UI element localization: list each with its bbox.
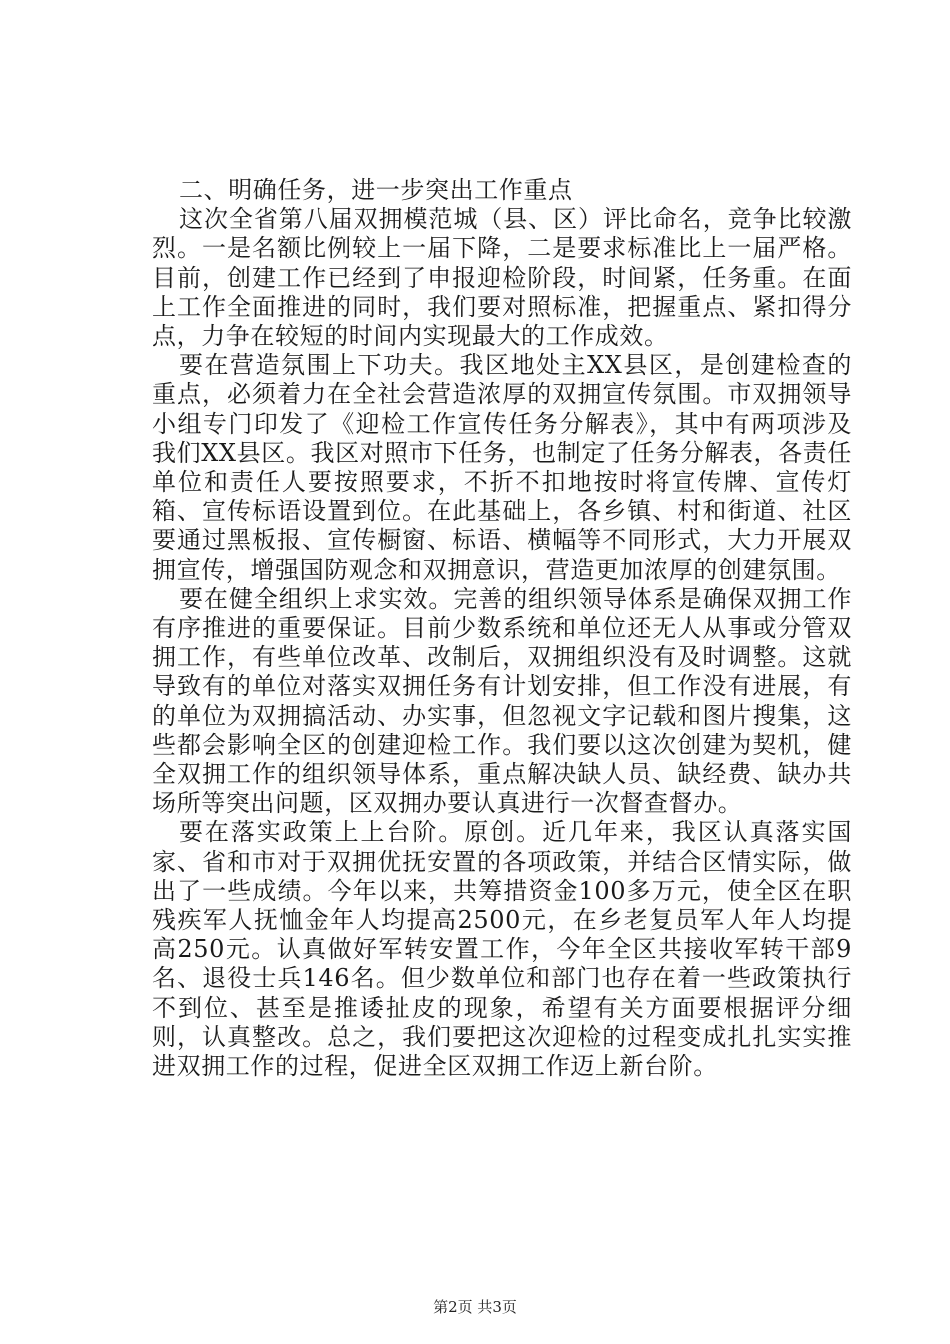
paragraph-competition: 这次全省第八届双拥模范城（县、区）评比命名，竞争比较激烈。一是名额比例较上一届下降，二是要求标准比上一届严格。目前，创建工作已经到了申报迎检阶段，时间紧，任务重。在面上工作全面推进的同时，我们要对照标准，把握重点、紧扣得分点，力争在较短的时间内实现最大的工作成效。 (152, 205, 852, 351)
section-heading: 二、明确任务，进一步突出工作重点 (179, 176, 573, 204)
paragraph-organization: 要在健全组织上求实效。完善的组织领导体系是确保双拥工作有序推进的重要保证。目前少数系统和单位还无人从事或分管双拥工作，有些单位改革、改制后，双拥组织没有及时调整。这就导致有的单位对落实双拥任务有计划安排，但工作没有进展，有的单位为双拥搞活动、办实事，但忽视文字记载和图片搜集，这些都会影响全区的创建迎检工作。我们要以这次创建为契机，健全双拥工作的组织领导体系，重点解决缺人员、缺经费、缺办共场所等突出问题，区双拥办要认真进行一次督查督办。 (152, 584, 852, 818)
document-body (152, 176, 852, 1081)
page-number-footer: 第2页 共3页 (433, 1298, 517, 1316)
paragraph-policy: 要在落实政策上上台阶。原创。近几年来，我区认真落实国家、省和市对于双拥优抚安置的各项政策，并结合区情实际，做出了一些成绩。今年以来，共筹措资金100多万元，使全区在职残疾军人抚恤金年人均提高2500元，在乡老复员军人年人均提高250元。认真做好军转安置工作，今年全区共接收军转干部9名、退役士兵146名。但少数单位和部门也存在着一些政策执行不到位、甚至是推诿扯皮的现象，希望有关方面要根据评分细则，认真整改。总之，我们要把这次迎检的过程变成扎扎实实推进双拥工作的过程，促进全区双拥工作迈上新台阶。 (152, 818, 852, 1081)
paragraph-atmosphere: 要在营造氛围上下功夫。我区地处主XX县区，是创建检查的重点，必须着力在全社会营造浓厚的双拥宣传氛围。市双拥领导小组专门印发了《迎检工作宣传任务分解表》，其中有两项涉及我们XX县区。我区对照市下任务，也制定了任务分解表，各责任单位和责任人要按照要求，不折不扣地按时将宣传牌、宣传灯箱、宣传标语设置到位。在此基础上，各乡镇、村和街道、社区要通过黑板报、宣传橱窗、标语、横幅等不同形式，大力开展双拥宣传，增强国防观念和双拥意识，营造更加浓厚的创建氛围。 (152, 351, 852, 584)
